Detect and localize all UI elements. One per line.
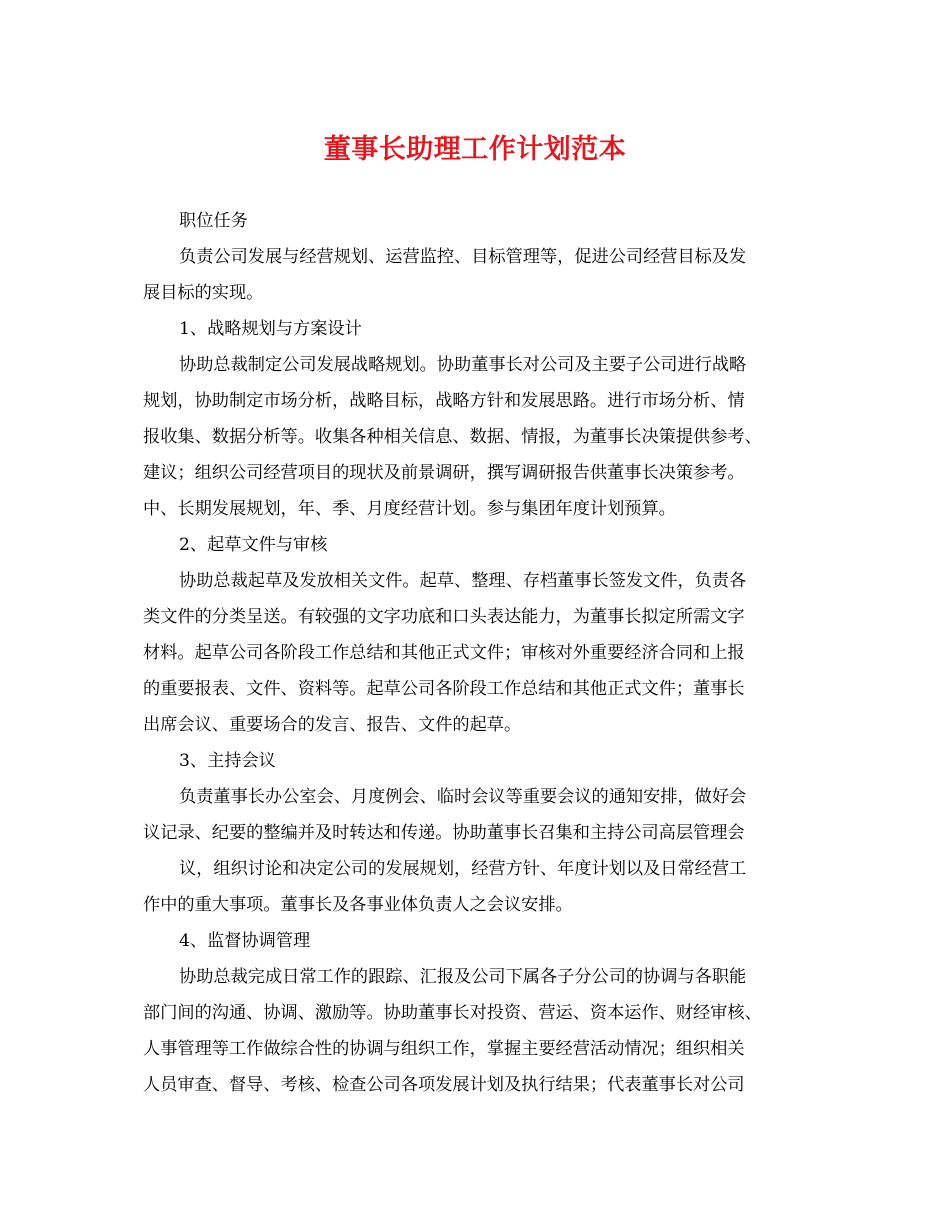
text-line: 建议；组织公司经营项目的现状及前景调研，撰写调研报告供董事长决策参考。 <box>143 463 745 483</box>
text-line: 出席会议、重要场合的发言、报告、文件的起草。 <box>143 715 522 735</box>
text-line: 职位任务 <box>179 211 248 231</box>
document-title: 董事长助理工作计划范本 <box>323 134 627 165</box>
text-line: 人事管理等工作做综合性的协调与组织工作，掌握主要经营活动情况；组织相关 <box>143 1039 745 1059</box>
text-line: 类文件的分类呈送。有较强的文字功底和口头表达能力，为董事长拟定所需文字 <box>143 607 745 627</box>
text-line: 部门间的沟通、协调、激励等。协助董事长对投资、营运、资本运作、财经审核、 <box>143 1003 762 1023</box>
text-line: 议记录、纪要的整编并及时转达和传递。协助董事长召集和主持公司高层管理会 <box>143 823 745 843</box>
text-line: 负责董事长办公室会、月度例会、临时会议等重要会议的通知安排，做好会 <box>179 787 747 807</box>
section-heading: 1、战略规划与方案设计 <box>179 319 362 339</box>
text-line: 负责公司发展与经营规划、运营监控、目标管理等，促进公司经营目标及发 <box>179 247 747 267</box>
text-line: 规划，协助制定市场分析，战略目标，战略方针和发展思路。进行市场分析、情 <box>143 391 745 411</box>
text-line: 报收集、数据分析等。收集各种相关信息、数据、情报，为董事长决策提供参考、 <box>143 427 762 447</box>
section-heading: 3、主持会议 <box>179 751 276 771</box>
text-line: 人员审查、督导、考核、检查公司各项发展计划及执行结果；代表董事长对公司 <box>143 1075 745 1095</box>
text-line: 议，组织讨论和决定公司的发展规划，经营方针、年度计划以及日常经营工 <box>179 859 747 879</box>
text-line: 的重要报表、文件、资料等。起草公司各阶段工作总结和其他正式文件；董事长 <box>143 679 745 699</box>
section-heading: 4、监督协调管理 <box>179 931 311 951</box>
text-line: 中、长期发展规划，年、季、月度经营计划。参与集团年度计划预算。 <box>143 499 676 519</box>
section-heading: 2、起草文件与审核 <box>179 535 328 555</box>
text-line: 协助总裁完成日常工作的跟踪、汇报及公司下属各子分公司的协调与各职能 <box>179 967 747 987</box>
text-line: 作中的重大事项。董事长及各事业体负责人之会议安排。 <box>143 895 573 915</box>
text-line: 展目标的实现。 <box>143 283 264 303</box>
text-line: 材料。起草公司各阶段工作总结和其他正式文件；审核对外重要经济合同和上报 <box>143 643 745 663</box>
text-line: 协助总裁起草及发放相关文件。起草、整理、存档董事长签发文件，负责各 <box>179 571 747 591</box>
text-line: 协助总裁制定公司发展战略规划。协助董事长对公司及主要子公司进行战略 <box>179 355 747 375</box>
